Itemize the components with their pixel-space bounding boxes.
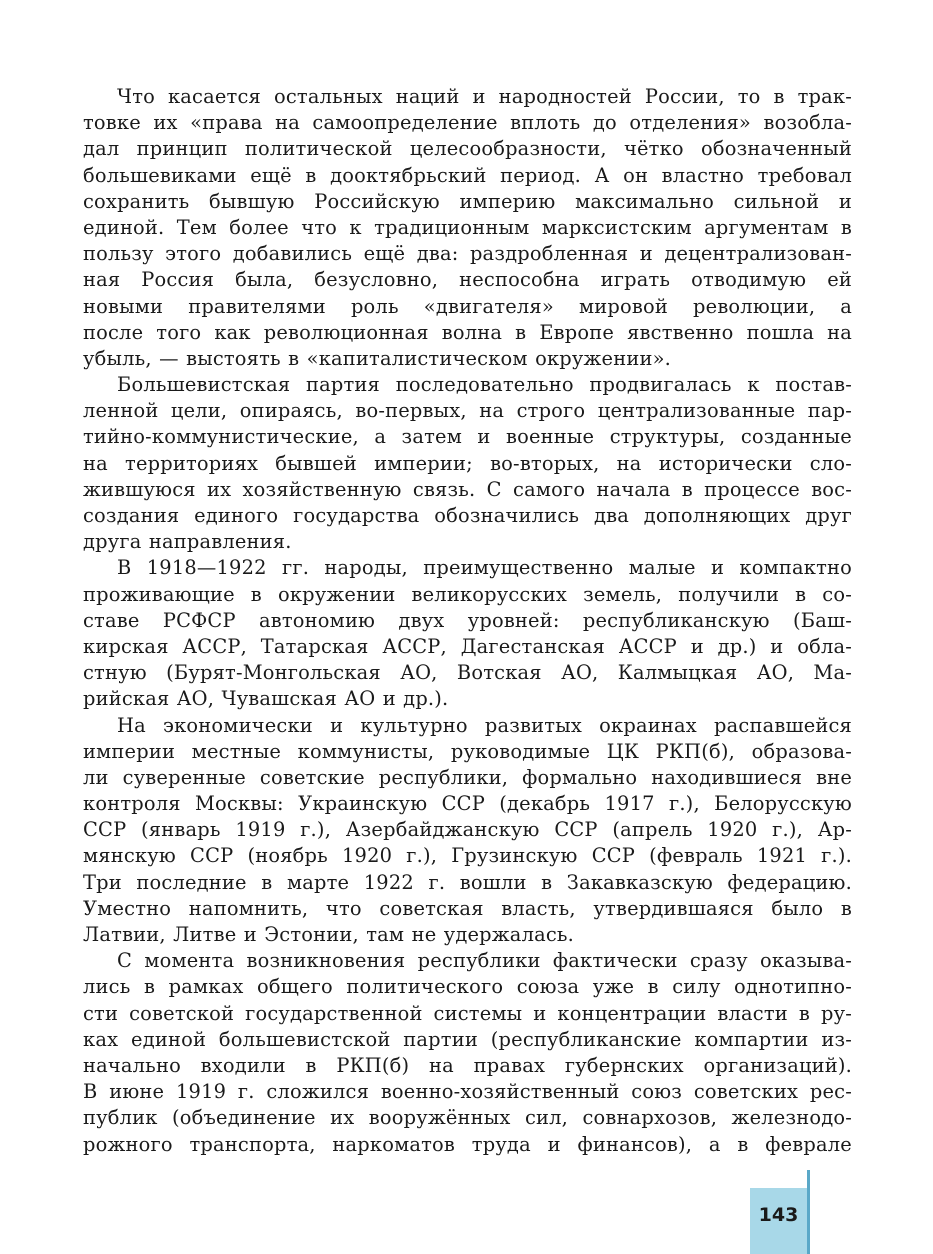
text-line: на территориях бывшей империи; во-вторых, на исторически сло- [83, 451, 852, 475]
text-line: дал принцип политической целесообразности, чётко обозначенный [83, 137, 852, 161]
text-line: проживающие в окружении великорусских земель, получили в со- [83, 582, 852, 606]
text-line: Три последние в марте 1922 г. вошли в Закавказскую федерацию. [83, 870, 852, 894]
text-line: Латвии, Литве и Эстонии, там не удержалась. [83, 923, 575, 946]
text-line: рийская АО, Чувашская АО и др.). [83, 687, 449, 711]
text-line: единой. Тем более что к традиционным марксистским аргументам в [83, 215, 852, 239]
text-line: друга направления. [83, 530, 292, 554]
text-line: В июне 1919 г. сложился военно-хозяйственный союз советских рес- [83, 1080, 852, 1104]
text-line: пользу этого добавились ещё два: раздробленная и децентрализован- [83, 242, 852, 266]
text-line: публик (объединение их вооружённых сил, совнархозов, железнодо- [83, 1106, 852, 1130]
text-line: товке их «права на самоопределение вплоть до отделения» возобла- [83, 111, 852, 135]
text-line: большевиками ещё в дооктябрьский период. А он властно требовал [83, 163, 852, 187]
text-line: ССР (январь 1919 г.), Азербайджанскую ССР (апрель 1920 г.), Ар- [83, 818, 852, 842]
text-line: империи местные коммунисты, руководимые ЦК РКП(б), образова- [83, 739, 852, 763]
text-line: мянскую ССР (ноябрь 1920 г.), Грузинскую ССР (февраль 1921 г.). [83, 844, 852, 868]
text-line: сти советской государственной системы и концентрации власти в ру- [83, 1001, 852, 1025]
text-line: после того как революционная волна в Европе явственно пошла на [83, 320, 852, 344]
text-line: ках единой большевистской партии (республиканские компартии из- [83, 1027, 852, 1051]
text-line: стную (Бурят-Монгольская АО, Вотская АО, Калмыцкая АО, Ма- [83, 661, 852, 685]
text-line: В 1918—1922 гг. народы, преимущественно малые и компактно [117, 556, 852, 580]
text-line: кирская АССР, Татарская АССР, Дагестанская АССР и др.) и обла- [83, 634, 852, 658]
text-line: рожного транспорта, наркоматов труда и финансов), а в феврале [83, 1132, 852, 1156]
paragraph-5 [83, 948, 852, 1158]
page-number: 143 [758, 1204, 799, 1226]
page-edge-stripe [807, 1170, 810, 1254]
text-line: ставе РСФСР автономию двух уровней: республиканскую (Баш- [83, 608, 852, 632]
text-line: начально входили в РКП(б) на правах губернских организаций). [83, 1053, 852, 1077]
text-line: контроля Москвы: Украинскую ССР (декабрь 1917 г.), Белорусскую [83, 792, 852, 816]
text-line: Уместно напомнить, что советская власть, утвердившаяся было в [83, 896, 852, 920]
text-line: С момента возникновения республики фактически сразу оказыва- [117, 949, 852, 973]
text-line: жившуюся их хозяйственную связь. С самого начала в процессе вос- [83, 477, 852, 501]
paragraph-1 [83, 84, 852, 372]
text-line: ная Россия была, безусловно, неспособна играть отводимую ей [83, 268, 852, 292]
text-line: сохранить бывшую Российскую империю максимально сильной и [83, 189, 852, 213]
paragraph-2 [83, 372, 852, 555]
text-line: Что касается остальных наций и народностей России, то в трак- [117, 85, 852, 108]
text-line: На экономически и культурно развитых окраинах распавшейся [117, 713, 852, 737]
text-line: Большевистская партия последовательно продвигалась к постав- [117, 373, 852, 397]
paragraph-4 [83, 713, 852, 949]
text-line: новыми правителями роль «двигателя» мировой революции, а [83, 294, 852, 318]
text-line: создания единого государства обозначились два дополняющих друг [83, 504, 852, 527]
paragraph-3 [83, 555, 852, 712]
page-body [83, 84, 852, 1158]
text-line: ленной цели, опираясь, во-первых, на строго централизованные пар- [83, 399, 852, 423]
text-line: тийно-коммунистические, а затем и военные структуры, созданные [83, 425, 852, 449]
text-line: убыль, — выстоять в «капиталистическом окружении». [83, 346, 671, 370]
text-line: лись в рамках общего политического союза уже в силу однотипно- [83, 975, 852, 999]
text-line: ли суверенные советские республики, формально находившиеся вне [83, 765, 852, 789]
